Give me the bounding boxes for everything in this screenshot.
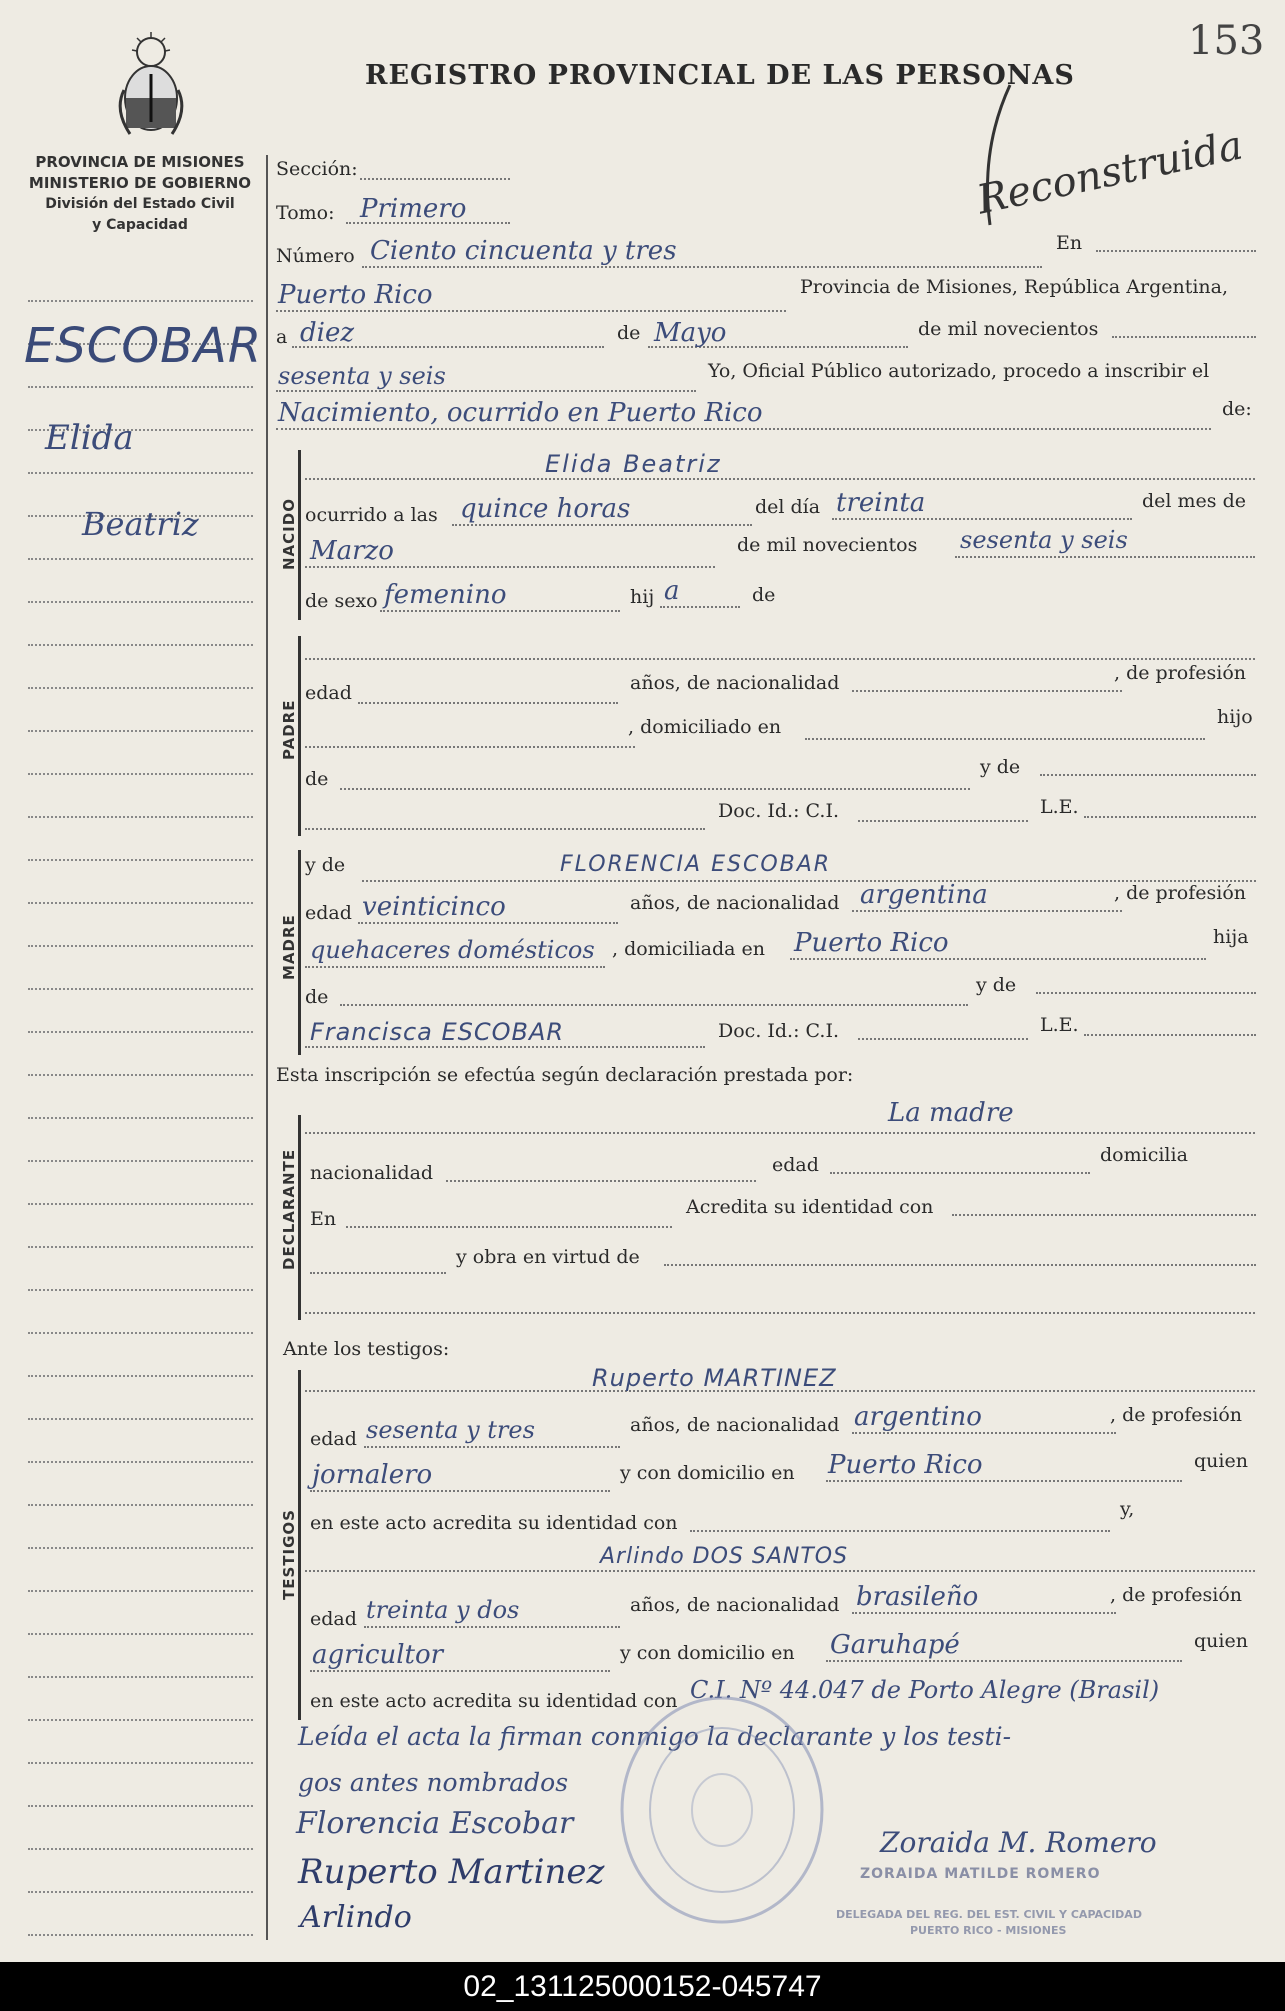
en-label: En	[1056, 232, 1083, 254]
hij-suffix: a	[664, 576, 680, 606]
margin-rule	[28, 1762, 253, 1764]
lugar-value: Puerto Rico	[278, 280, 433, 310]
madre-de-label: de	[305, 986, 329, 1008]
section-madre: MADRE	[280, 914, 298, 980]
madre-nombre-value: FLORENCIA ESCOBAR	[560, 852, 832, 877]
main-divider	[266, 155, 268, 1940]
page-title: REGISTRO PROVINCIAL DE LAS PERSONAS	[365, 60, 1075, 91]
anio-value: sesenta y seis	[278, 362, 446, 390]
margin-rule	[28, 1461, 253, 1463]
issuing-authority	[20, 152, 260, 236]
testigo2-value: Arlindo DOS SANTOS	[600, 1544, 849, 1569]
document-id-footer: 02_131125000152-045747	[0, 1962, 1285, 2011]
margin-rule	[28, 1633, 253, 1635]
del-mes-label: del mes de	[1142, 490, 1246, 512]
dia-nac-value: treinta	[836, 488, 926, 518]
margin-rule	[28, 1375, 253, 1377]
sexo-value: femenino	[384, 580, 507, 610]
declarante-en-label: En	[310, 1208, 337, 1230]
signature-oficial: Zoraida M. Romero	[880, 1826, 1157, 1859]
annotation-stroke	[970, 80, 1030, 230]
margin-rule	[28, 1891, 253, 1893]
de2-label: de	[752, 584, 776, 606]
tomo-label: Tomo:	[276, 202, 335, 224]
coat-of-arms-icon	[110, 30, 192, 142]
a-label: a	[276, 326, 288, 348]
madre-edad-label: edad	[305, 902, 352, 924]
de-colon-label: de:	[1222, 398, 1252, 420]
padre-edad-label: edad	[305, 682, 352, 704]
de-mil-nov-label: de mil novecientos	[737, 534, 918, 556]
margin-rule	[28, 1805, 253, 1807]
margin-rule	[28, 472, 253, 474]
madre-y-de2-label: y de	[976, 974, 1017, 996]
margin-first-name: Elida	[45, 418, 134, 458]
declarante-value: La madre	[888, 1098, 1014, 1128]
t2-nac-value: brasileño	[856, 1582, 979, 1612]
t2-dom-value: Garuhapé	[830, 1630, 960, 1660]
margin-rule	[28, 1203, 253, 1205]
capacity-label: y Capacidad	[92, 217, 188, 233]
t1-quien-label: quien	[1194, 1450, 1248, 1472]
t2-acredita-label: en este acto acredita su identidad con	[310, 1690, 678, 1712]
margin-rule	[28, 1289, 253, 1291]
padre-de-label: de	[305, 768, 329, 790]
margin-rule	[28, 730, 253, 732]
margin-surname: ESCOBAR	[24, 318, 263, 374]
margin-rule	[28, 1031, 253, 1033]
t1-nac-value: argentino	[854, 1402, 982, 1432]
ocurrido-label: ocurrido a las	[305, 504, 438, 526]
margin-rule	[28, 1160, 253, 1162]
section-declarante: DECLARANTE	[280, 1148, 298, 1270]
signature-testigo1: Ruperto Martinez	[298, 1852, 605, 1892]
stamp-title: DELEGADA DEL REG. DEL EST. CIVIL Y CAPACIDAD	[836, 1908, 1142, 1921]
margin-rule	[28, 1590, 253, 1592]
madre-dom-value: Puerto Rico	[794, 928, 949, 958]
margin-rule	[28, 902, 253, 904]
signature-testigo2: Arlindo	[300, 1900, 412, 1935]
madre-doc-label: Doc. Id.: C.I.	[718, 1020, 839, 1042]
t1-y-label: y,	[1120, 1498, 1135, 1520]
t1-nac-label: años, de nacionalidad	[630, 1414, 840, 1436]
declarante-edad-label: edad	[772, 1154, 819, 1176]
oficial-label: Yo, Oficial Público autorizado, procedo a inscribir el	[708, 360, 1210, 382]
t2-edad-label: edad	[310, 1608, 357, 1630]
margin-rule	[28, 816, 253, 818]
official-seal-icon	[612, 1690, 832, 1930]
dia-value: diez	[300, 318, 355, 348]
t2-edad-value: treinta y dos	[366, 1596, 520, 1624]
del-dia-label: del día	[755, 496, 821, 518]
stamp-place: PUERTO RICO - MISIONES	[910, 1924, 1067, 1937]
ministry-label: MINISTERIO DE GOBIERNO	[28, 174, 252, 192]
madre-domicilio-label: , domiciliada en	[612, 938, 765, 960]
t1-prof-value: jornalero	[312, 1460, 433, 1490]
section-padre: PADRE	[280, 699, 298, 760]
t2-domicilio-label: y con domicilio en	[620, 1642, 795, 1664]
madre-hija-label: hija	[1213, 926, 1249, 948]
section-testigos: TESTIGOS	[280, 1509, 298, 1600]
margin-rule	[28, 1676, 253, 1678]
declarante-acredita-label: Acredita su identidad con	[686, 1196, 934, 1218]
madre-nac-label: años, de nacionalidad	[630, 892, 840, 914]
division-label: División del Estado Civil	[45, 196, 235, 212]
mes-value: Mayo	[654, 318, 727, 348]
madre-y-de-label: y de	[305, 854, 346, 876]
declarante-obra-label: y obra en virtud de	[456, 1246, 640, 1268]
page-number: 153	[1188, 18, 1265, 64]
numero-label: Número	[276, 245, 355, 267]
inscripcion-label: Esta inscripción se efectúa según declaración prestada por:	[276, 1064, 854, 1086]
margin-rule	[28, 1848, 253, 1850]
margin-rule	[28, 988, 253, 990]
t1-dom-value: Puerto Rico	[828, 1450, 983, 1480]
testigos-label: Ante los testigos:	[283, 1338, 450, 1360]
t2-nac-label: años, de nacionalidad	[630, 1594, 840, 1616]
tomo-value: Primero	[360, 194, 467, 224]
margin-rule	[28, 773, 253, 775]
t2-prof-value: agricultor	[312, 1640, 444, 1670]
t1-domicilio-label: y con domicilio en	[620, 1462, 795, 1484]
mil-novecientos-label: de mil novecientos	[918, 318, 1099, 340]
margin-rule	[28, 1504, 253, 1506]
nombre-value: Elida Beatriz	[545, 450, 722, 478]
closing-line-1: Leída el acta la firman conmigo la declarante y los testi-	[298, 1722, 1012, 1751]
margin-rule	[28, 1547, 253, 1549]
hora-value: quince horas	[460, 494, 631, 524]
seccion-label: Sección:	[276, 158, 358, 180]
t1-profesion-label: , de profesión	[1110, 1404, 1242, 1426]
stamp-name: ZORAIDA MATILDE ROMERO	[860, 1866, 1101, 1882]
t2-quien-label: quien	[1194, 1630, 1248, 1652]
margin-second-name: Beatriz	[82, 505, 199, 543]
province-label: PROVINCIA DE MISIONES	[35, 153, 245, 171]
closing-line-2: gos antes nombrados	[298, 1768, 569, 1797]
margin-rule	[28, 1117, 253, 1119]
anio-nac-value: sesenta y seis	[960, 526, 1128, 554]
sexo-label: de sexo	[305, 590, 378, 612]
margin-rule	[28, 1934, 253, 1936]
margin-rule	[28, 687, 253, 689]
margin-rule	[28, 558, 253, 560]
t2-profesion-label: , de profesión	[1110, 1584, 1242, 1606]
madre-prof-value: quehaceres domésticos	[310, 936, 595, 964]
t2-id-value: C.I. Nº 44.047 de Porto Alegre (Brasil)	[690, 1676, 1160, 1704]
acto-value: Nacimiento, ocurrido en Puerto Rico	[278, 398, 763, 428]
madre-nac-value: argentina	[860, 880, 988, 910]
margin-rule	[28, 300, 253, 302]
padre-nac-label: años, de nacionalidad	[630, 672, 840, 694]
padre-doc-label: Doc. Id.: C.I.	[718, 800, 839, 822]
margin-rule	[28, 1332, 253, 1334]
t1-edad-value: sesenta y tres	[366, 1416, 535, 1444]
de-label: de	[617, 322, 641, 344]
margin-rule	[28, 945, 253, 947]
margin-rule	[28, 1719, 253, 1721]
margin-rule	[28, 644, 253, 646]
margin-rule	[28, 601, 253, 603]
mes-nac-value: Marzo	[310, 536, 394, 566]
provincia-label: Provincia de Misiones, República Argentina,	[800, 276, 1229, 298]
madre-edad-value: veinticinco	[362, 892, 506, 922]
padre-profesion-label: , de profesión	[1114, 662, 1246, 684]
padre-le-label: L.E.	[1040, 796, 1079, 818]
margin-rule	[28, 859, 253, 861]
madre-profesion-label: , de profesión	[1114, 882, 1246, 904]
margin-rule	[28, 1074, 253, 1076]
padre-hijo-label: hijo	[1217, 706, 1253, 728]
madre-de-value: Francisca ESCOBAR	[310, 1018, 565, 1046]
signature-declarante: Florencia Escobar	[296, 1806, 574, 1841]
reconstruction-annotation: Reconstruida	[973, 122, 1247, 224]
declarante-domicilia-label: domicilia	[1100, 1144, 1188, 1166]
declarante-nac-label: nacionalidad	[310, 1162, 434, 1184]
padre-domicilio-label: , domiciliado en	[628, 716, 782, 738]
t1-acredita-label: en este acto acredita su identidad con	[310, 1512, 678, 1534]
margin-rule	[28, 386, 253, 388]
numero-value: Ciento cincuenta y tres	[370, 236, 677, 266]
section-nacido: NACIDO	[280, 498, 298, 570]
t1-edad-label: edad	[310, 1428, 357, 1450]
testigo1-value: Ruperto MARTINEZ	[592, 1364, 837, 1392]
padre-y-de-label: y de	[980, 756, 1021, 778]
margin-rule	[28, 1418, 253, 1420]
margin-rule	[28, 1246, 253, 1248]
madre-le-label: L.E.	[1040, 1014, 1079, 1036]
hij-label: hij	[630, 586, 655, 608]
